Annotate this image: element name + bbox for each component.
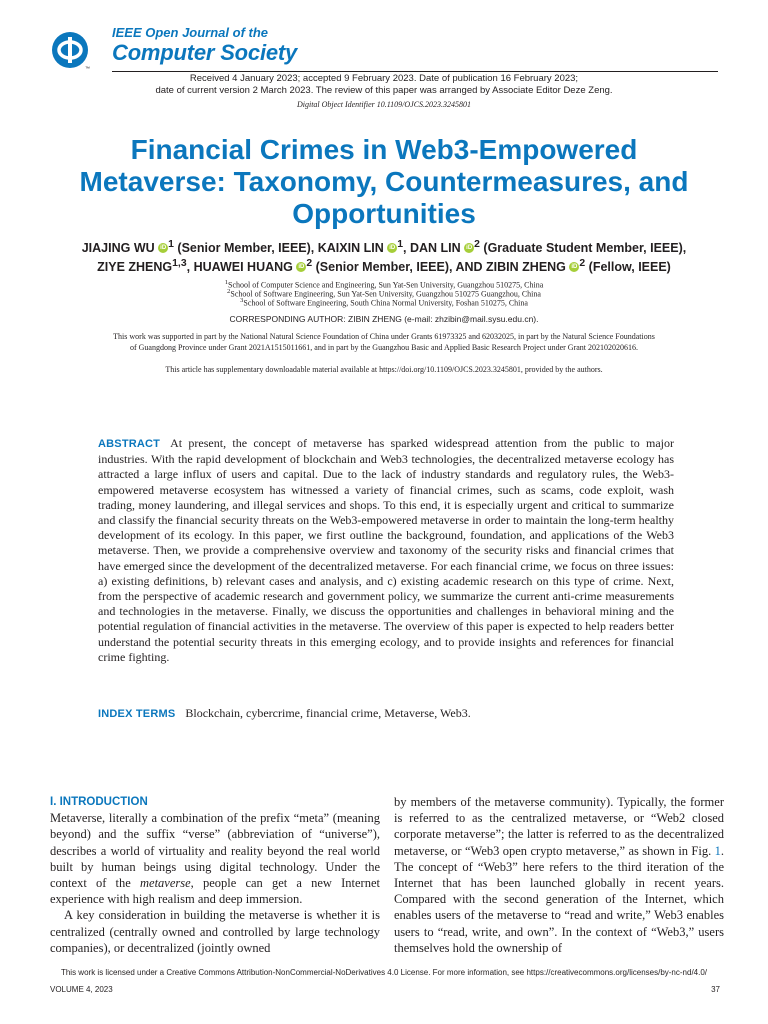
body-column-left <box>50 794 380 956</box>
funding-statement: This work was supported in part by the National Natural Science Foundation of China under Grants 61973325 and 62032025, in part by the Natural Science Foundations of Guangdong Province under Grant 2021A1515011661, and in part by the Guangzhou Basic and Applied Basic Research Project under Grant 202102020616. <box>113 332 655 352</box>
figure-link[interactable]: 1 <box>714 843 721 858</box>
body-column-right <box>394 794 724 956</box>
author-affil-sup: 2 <box>306 258 313 269</box>
affiliation-2: $^2$School of Software Engineering, Sun Yat-Sen University, Guangzhou 510275 Guangzhou, China <box>227 288 541 299</box>
license-statement: This work is licensed under a Creative Commons Attribution-NonCommercial-NoDerivatives 4.0 License. For more information, see https://creativecommons.org/licenses/by-nc-nd/4.0/ <box>60 968 708 977</box>
index-terms-text: Blockchain, cybercrime, financial crime, Metaverse, Web3. <box>185 706 471 720</box>
author-affil-sup: 1 <box>168 239 174 250</box>
page-number: 37 <box>711 985 720 994</box>
svg-text:™: ™ <box>85 66 90 70</box>
paragraph: Metaverse, literally a combination of the prefix “meta” (meaning beyond) and the suffix “verse” (abbreviation of “universe”), describes a world of virtuality and reality beyond the real world built by human beings using digital technology. Under the context of the metaverse, people can get a new Internet experience with high realism and deep immersion. <box>50 811 380 907</box>
orcid-icon[interactable]: iD <box>389 244 396 251</box>
corresponding-author: CORRESPONDING AUTHOR: ZIBIN ZHENG (e-mail: zhzibin@mail.sysu.edu.cn). <box>229 314 539 324</box>
author-role: , <box>403 241 410 256</box>
author-role: (Fellow, IEEE) <box>585 260 671 275</box>
orcid-icon[interactable]: iD <box>466 244 473 251</box>
orcid-icon[interactable]: iD <box>571 263 578 270</box>
author-name: HUAWEI HUANG <box>193 260 293 275</box>
affiliation-1: $^1$School of Computer Science and Engineering, Sun Yat-Sen University, Guangzhou 510275, China <box>224 279 544 290</box>
author-affil-sup: 2 <box>474 239 480 250</box>
author-affil-sup: 2 <box>579 258 586 269</box>
affiliation-3: $^3$School of Software Engineering, South China Normal University, Foshan 510275, China <box>240 297 528 308</box>
author-name: KAIXIN LIN <box>317 241 384 256</box>
author-role: (Graduate Student Member, IEEE), <box>479 241 687 256</box>
supplementary-note: This article has supplementary downloadable material available at https://doi.org/10.1109/OJCS.2023.3245801, provided by the authors. <box>165 365 603 374</box>
author-name: DAN LIN <box>409 241 461 256</box>
author-affil-sup: 1,3 <box>172 258 187 269</box>
orcid-icon[interactable]: iD <box>298 263 305 270</box>
author-name: JIAJING WU <box>81 241 155 256</box>
section-heading: I. INTRODUCTION <box>50 796 148 808</box>
paragraph: by members of the metaverse community). Typically, the former is referred to as the centralized metaverse, or “Web2 closed corporate metaverse”; the latter is referred to as the decentralized metaverse, or “Web3 open crypto metaverse,” as shown in Fig. 1. The concept of “Web3” here refers to the third iteration of the Internet that has been launched globally in recent years. Compared with the second generation of the Internet, which enables users of the metaverse to “read and write,” Web3 enables users to “read, write, and own”. In the context of “Web3,” users themselves hold the ownership of <box>394 795 724 955</box>
received-line-1: Received 4 January 2023; accepted 9 February 2023. Date of publication 16 February 2023; <box>189 73 579 84</box>
authors-line-1 <box>0 239 768 255</box>
volume-label: VOLUME 4, 2023 <box>50 985 113 994</box>
orcid-icon[interactable]: iD <box>160 244 167 251</box>
author-name: ZIBIN ZHENG <box>486 260 566 275</box>
ieee-logo-icon <box>50 30 90 70</box>
authors-line-2 <box>0 258 768 274</box>
index-terms <box>98 706 674 721</box>
abstract <box>98 436 674 665</box>
author-role: (Senior Member, IEEE), AND <box>312 260 487 275</box>
paper-title: Financial Crimes in Web3-Empowered Metaverse: Taxonomy, Countermeasures, and Opportunities <box>79 134 689 229</box>
header-rule <box>112 71 718 72</box>
journal-name-line1: IEEE Open Journal of the <box>112 25 269 40</box>
doi-line: Digital Object Identifier 10.1109/OJCS.2023.3245801 <box>296 100 472 109</box>
author-role: (Senior Member, IEEE), <box>173 241 318 256</box>
journal-name-line2: Computer Society <box>112 40 298 65</box>
paragraph: A key consideration in building the metaverse is whether it is centralized (centrally owned and controlled by large technology companies), or decentralized (jointly owned <box>50 908 380 955</box>
author-name: ZIYE ZHENG <box>97 260 173 275</box>
received-line-2: date of current version 2 March 2023. The review of this paper was arranged by Associate Editor Deze Zeng. <box>155 85 613 96</box>
author-affil-sup: 1 <box>397 239 404 250</box>
author-role: , <box>186 260 194 275</box>
index-terms-label: INDEX TERMS <box>98 708 176 720</box>
abstract-text: At present, the concept of metaverse has sparked widespread attention from the public to major industries. With the rapid development of blockchain and Web3 technologies, the decentralized metaverse ecology has attracted a large influx of users and capital. Due to the lack of industry standards and regulatory rules, the Web3-empowered metaverse ecosystem has witnessed a variety of financial crimes, such as scams, code exploit, wash trading, money laundering, and illegal services and shops. To this end, it is especially urgent and critical to summarize and classify the financial security threats on the Web3-empowered metaverse in order to maintain the long-term healthy development of its ecology. In this paper, we first outline the background, foundation, and applications of the Web3 metaverse. Then, we provide a comprehensive overview and taxonomy of the security risks and financial crimes that have emerged since the development of the decentralized metaverse. For each financial crime, we focus on three issues: a) existing definitions, b) relevant cases and analysis, and c) existing academic research on this type of crime. Next, from the perspective of academic research and government policy, we summarize the current anti-crime measurements and technologies in the metaverse. Finally, we discuss the opportunities and challenges in behavioral mining and the potential regulation of financial activities in the metaverse. The overview of this paper is expected to help readers better understand the potential security threats in this emerging ecology, and to provide insights and references for financial crime fighting. <box>98 436 674 664</box>
abstract-label: ABSTRACT <box>98 438 161 450</box>
